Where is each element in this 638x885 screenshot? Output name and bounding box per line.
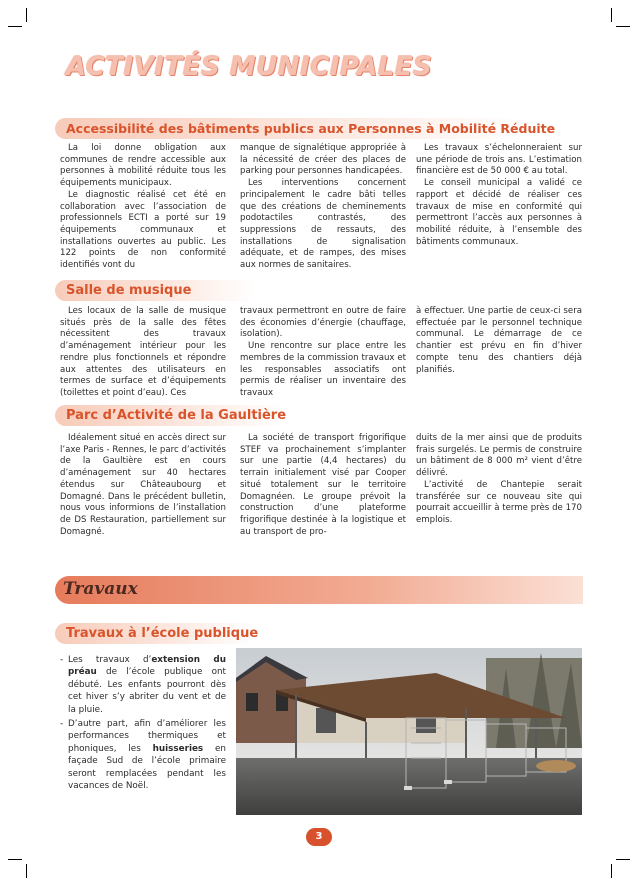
bullet-text-part: D’autre part, afin d’améliorer les performances thermiques et phoniques, les xyxy=(68,719,226,754)
text-column xyxy=(60,306,226,400)
paragraph: Le conseil municipal a validé ce rapport et décidé de réaliser ces travaux de mise en conformité qui permettront l’accès aux personnes à mobilité réduite, à l’ensemble des bâtiments communaux. xyxy=(416,178,582,247)
crop-mark xyxy=(611,8,612,22)
text-column xyxy=(240,433,406,538)
bullet-list xyxy=(60,654,226,794)
text-column xyxy=(60,143,226,272)
crop-mark xyxy=(611,864,612,878)
paragraph: manque de signalétique appropriée à la nécessité de créer des places de parking pour personnes handicapées. xyxy=(240,143,406,177)
section-title-accessibilite: Accessibilité des bâtiments publics aux Personnes à Mobilité Réduite xyxy=(66,121,556,136)
bullet-text-part: en façade Sud de l’école primaire seront remplacées pendant les vacances de Noël. xyxy=(68,743,226,792)
bullet-dash: - xyxy=(60,719,64,730)
page-number: 3 xyxy=(306,828,332,846)
text-column xyxy=(416,306,582,376)
bullet-text-bold: huisseries xyxy=(152,743,204,754)
bullet-dash: - xyxy=(60,655,64,665)
bullet-text-part: de l’école publique ont débuté. Les enfants pourront dès cet hiver s’y abriter du vent et de la pluie. xyxy=(68,667,226,715)
crop-mark xyxy=(616,26,630,27)
paragraph: L’activité de Chantepie serait transférée sur ce nouveau site qui pourrait accueillir à terme près de 170 emplois. xyxy=(416,479,582,525)
crop-mark xyxy=(26,864,27,878)
text-column xyxy=(416,433,582,527)
paragraph: La loi donne obligation aux communes de rendre accessible aux personnes à mobilité réduite tous les équipements municipaux. xyxy=(60,143,226,189)
text-column xyxy=(416,143,582,248)
crop-mark xyxy=(616,859,630,860)
paragraph: Les locaux de la salle de musique situés près de la salle des fêtes nécessitent des travaux d’aménagement intérieur pour les rendre plus fonctionnels et répondre aux attentes des utilisateurs en termes de surface et d’équipements (toilettes et point d’eau). Ces xyxy=(60,306,226,398)
bullet-text-bold: extension du préau xyxy=(68,655,226,678)
paragraph: Une rencontre sur place entre les membres de la commission travaux et les responsables associatifs ont permis de réaliser un inventaire des travaux xyxy=(240,341,406,398)
crop-mark xyxy=(8,26,22,27)
section-title-gaultiere: Parc d’Activité de la Gaultière xyxy=(66,408,287,423)
paragraph: duits de la mer ainsi que de produits frais surgelés. Le permis de construire un bâtiment de 8 000 m² vient d’être délivré. xyxy=(416,433,582,479)
list-item xyxy=(60,718,226,792)
travaux-banner-title: Travaux xyxy=(63,579,138,599)
paragraph: Les interventions concernent principalement le cadre bâti telles que des créations de cheminements podotactiles contrastés, des suppressions de ressauts, des installations de signalisation adéquate, et de rampes, des mises aux normes de sanitaires. xyxy=(240,178,406,271)
text-column xyxy=(240,143,406,272)
paragraph: à effectuer. Une partie de ceux-ci sera effectuée par le personnel technique communal. Le démarrage de ce chantier est prévu en fin d’hiver compte tenu des chantiers déjà planifiés. xyxy=(416,306,582,375)
bullet-text xyxy=(68,718,226,792)
bullet-text xyxy=(68,654,226,716)
paragraph: Les travaux s’échelonneraient sur une période de trois ans. L’estimation financière est de 50 000 € au total. xyxy=(416,143,582,177)
bullet-text-part: Les travaux d’ xyxy=(68,655,152,665)
paragraph: La société de transport frigorifique STEF va prochainement s’implanter sur une partie (4,4 hectares) du terrain initialement visé par Cooper situé totalement sur le territoire Domagnéen. Le groupe prévoit la construction d’une plateforme frigorifique destinée à la logistique et au transport de pro- xyxy=(240,433,406,537)
page-title: ACTIVITÉS MUNICIPALES xyxy=(66,52,433,82)
paragraph: Le diagnostic réalisé cet été en collaboration avec l’association de professionnels ECTI a porté sur 19 équipements communaux et installations ouvertes au public. Les 122 points de non conformité identifiés vont du xyxy=(60,189,226,271)
text-column xyxy=(240,306,406,400)
paragraph: Idéalement situé en accès direct sur l’axe Paris - Rennes, le parc d’activités de la Gaultière est en cours d’aménagement sur 40 hectares étendus sur Châteaubourg et Domagné. Dans le précédent bulletin, nous vous informions de l’installation de DS Restauration, partiellement sur Domagné. xyxy=(60,433,226,537)
crop-mark xyxy=(26,8,27,22)
text-column xyxy=(60,433,226,538)
school-preau-photo xyxy=(236,648,582,815)
section-title-musique: Salle de musique xyxy=(66,283,192,298)
crop-mark xyxy=(8,859,22,860)
section-title-ecole: Travaux à l’école publique xyxy=(66,626,259,641)
list-item xyxy=(60,654,226,716)
paragraph: travaux permettront en outre de faire des économies d’énergie (chauffage, isolation). xyxy=(240,306,406,340)
